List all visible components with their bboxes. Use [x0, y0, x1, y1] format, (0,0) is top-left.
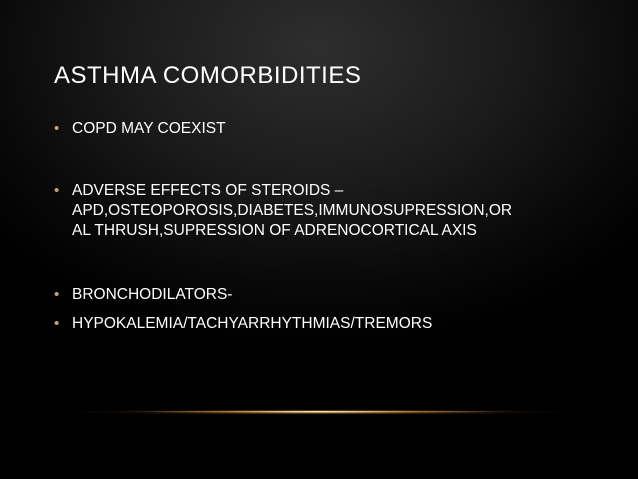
bullet-text-line: APD,OSTEOPOROSIS,DIABETES,IMMUNOSUPRESSION,OR [72, 202, 513, 219]
decorative-glow [0, 405, 638, 419]
bullet-marker: • [54, 286, 60, 303]
bullet-text: COPD MAY COEXIST [72, 120, 226, 137]
bullet-text: HYPOKALEMIA/TACHYARRHYTHMIAS/TREMORS [72, 315, 433, 332]
bullet-marker: • [54, 315, 60, 332]
bullet-text-line: ADVERSE EFFECTS OF STEROIDS – [72, 182, 344, 199]
bullet-marker: • [54, 120, 60, 137]
decorative-glow-line [120, 411, 518, 412]
slide-title: ASTHMA COMORBIDITIES [54, 62, 362, 89]
bullet-marker: • [54, 182, 60, 199]
bullet-text-line: AL THRUSH,SUPRESSION OF ADRENOCORTICAL AXIS [72, 222, 477, 239]
bullet-text: BRONCHODILATORS- [72, 286, 233, 303]
bullet-text [72, 181, 612, 241]
